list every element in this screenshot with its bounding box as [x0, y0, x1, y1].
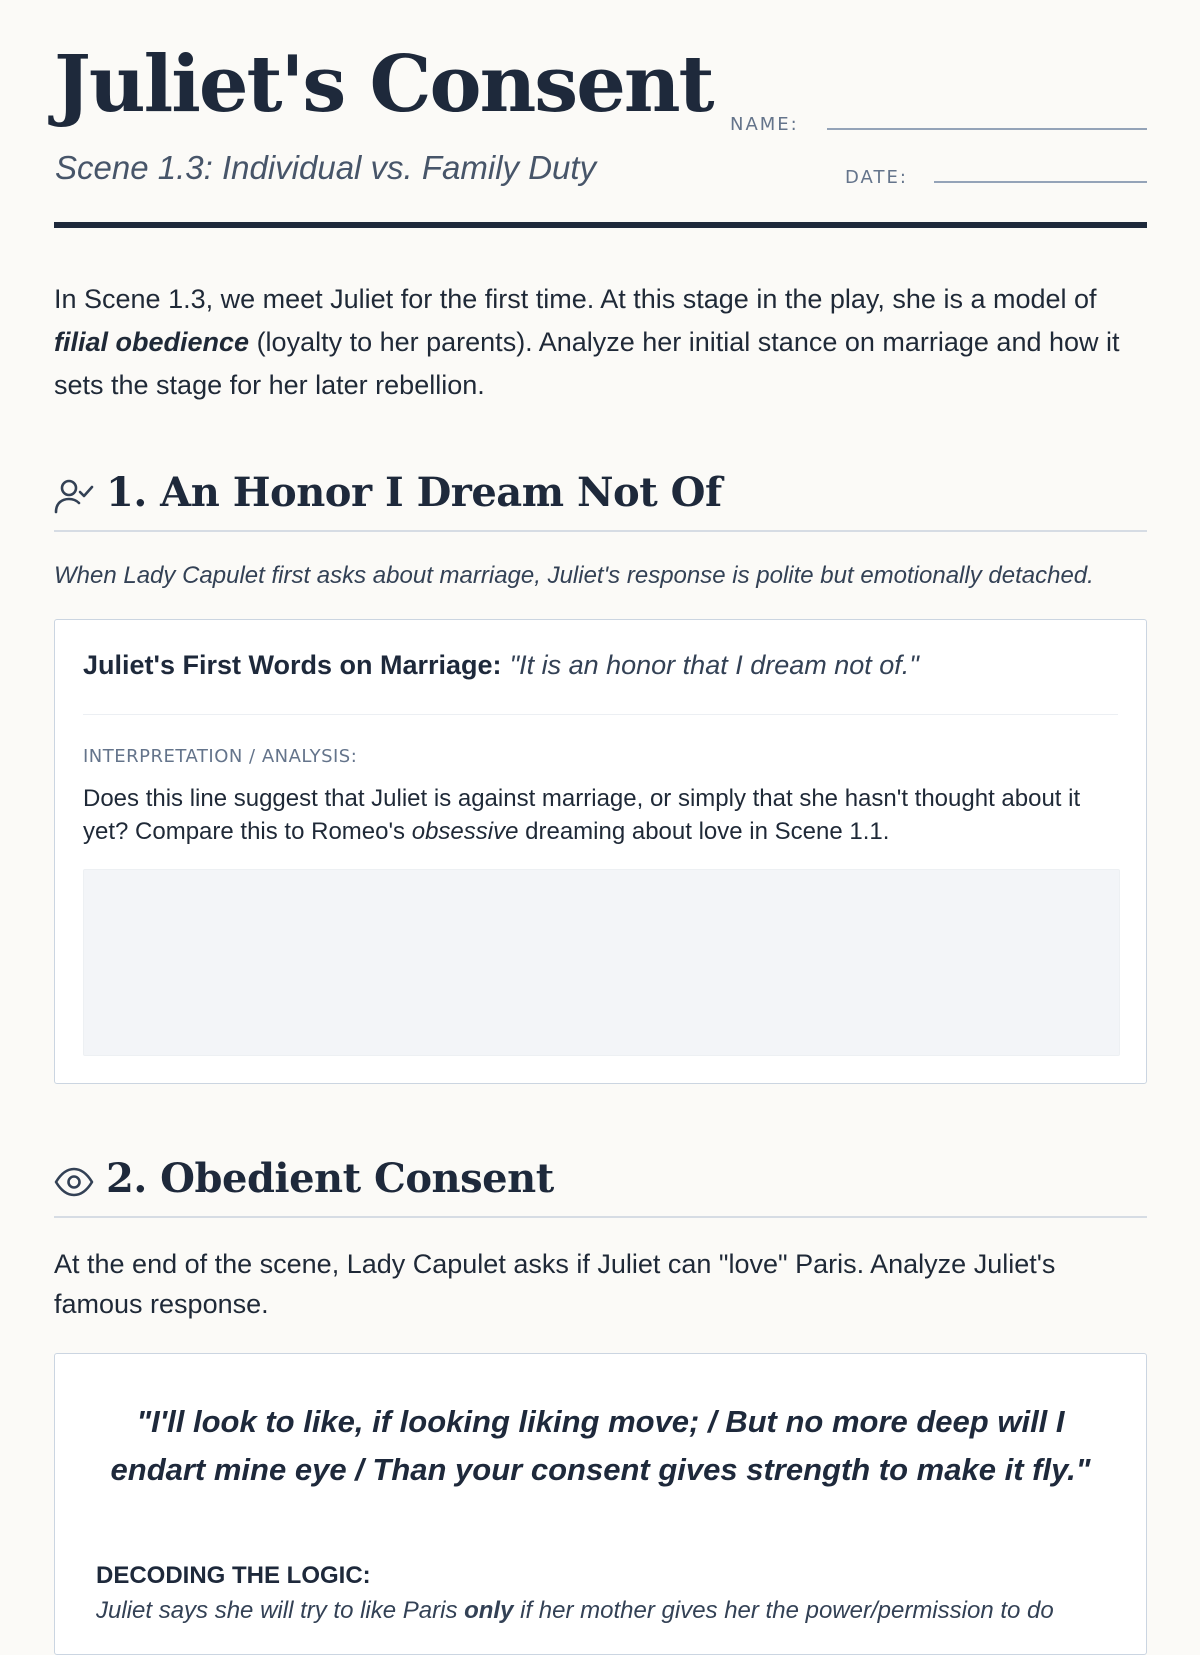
- first-words-row: [83, 650, 919, 681]
- name-field[interactable]: [827, 128, 1147, 130]
- answer-box[interactable]: [83, 869, 1120, 1056]
- worksheet-page: [54, 0, 1147, 1624]
- eye-icon: [54, 1162, 94, 1202]
- name-label: NAME:: [730, 114, 799, 135]
- intro-text-start: In Scene 1.3, we meet Juliet for the first time. At this stage in the play, she is a model of: [54, 284, 1097, 314]
- section-1-title: 1. An Honor I Dream Not Of: [106, 469, 722, 516]
- section-2-title: 2. Obedient Consent: [106, 1155, 554, 1202]
- juliet-response-quote: "I'll look to like, if looking liking move; / But no more deep will I endart mine eye / Than your consent gives strength to make it fly.": [110, 1404, 1091, 1487]
- date-field[interactable]: [934, 181, 1147, 183]
- quote-analysis-card: [54, 619, 1147, 1084]
- prompt-text-start: Does this line suggest that Juliet is against marriage, or simply that she hasn't thought about it yet? Compare this to Romeo's: [83, 785, 1081, 845]
- first-words-quote: "It is an honor that I dream not of.": [509, 650, 919, 680]
- prompt-emphasis: obsessive: [411, 818, 519, 845]
- decode-text-start: Juliet says she will try to like Paris: [96, 1597, 465, 1624]
- page-subtitle: Scene 1.3: Individual vs. Family Duty: [55, 149, 597, 186]
- decode-text: [96, 1597, 1106, 1625]
- decode-label: DECODING THE LOGIC:: [96, 1562, 371, 1589]
- decode-text-end: if her mother gives her the power/permission to do: [513, 1597, 1054, 1624]
- intro-key-term: filial obedience: [54, 327, 250, 357]
- analysis-prompt: [83, 782, 1103, 848]
- section-1-note: When Lady Capulet first asks about marriage, Juliet's response is polite but emotionally detached.: [54, 562, 1094, 589]
- intro-paragraph: [54, 278, 1147, 407]
- prompt-text-end: dreaming about love in Scene 1.1.: [518, 818, 890, 845]
- quote-decode-card: [54, 1353, 1147, 1655]
- user-check-icon: [54, 476, 94, 516]
- section-1-heading: [54, 468, 1147, 532]
- section-2-heading: [54, 1154, 1147, 1218]
- worksheet-header: [54, 0, 1147, 228]
- analysis-label: INTERPRETATION / ANALYSIS:: [83, 746, 358, 767]
- page-title: Juliet's Consent: [54, 39, 713, 130]
- card-divider: [83, 714, 1118, 715]
- intro-text-end: (loyalty to her parents). Analyze her initial stance on marriage and how it sets the stage for her later rebellion.: [54, 327, 1120, 400]
- first-words-label: Juliet's First Words on Marriage:: [83, 650, 502, 680]
- section-2-body: At the end of the scene, Lady Capulet asks if Juliet can "love" Paris. Analyze Juliet's famous response.: [54, 1249, 1056, 1319]
- date-label: DATE:: [845, 167, 908, 188]
- decode-emphasis: only: [464, 1597, 514, 1624]
